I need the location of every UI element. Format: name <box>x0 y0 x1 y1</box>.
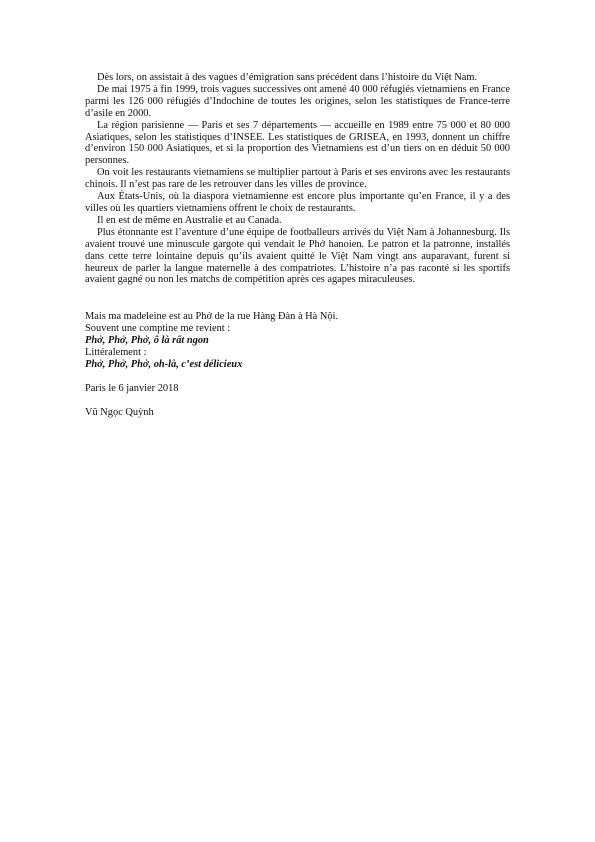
closing-block <box>85 311 510 418</box>
paragraph-united-states: Aux États-Unis, où la diaspora vietnamienne est encore plus importante qu’en France, il y a des villes où les quartiers vietnamiens offrent le choix de restaurants. <box>85 191 510 214</box>
document-page <box>85 72 510 419</box>
place-date: Paris le 6 janvier 2018 <box>85 382 179 394</box>
paragraph-refugees-france: De mai 1975 à fin 1999, trois vagues successives ont amené 40 000 réfugiés vietnamiens en France parmi les 126 000 réfugiés d’Indochine de toutes les origines, selon les statistiques de France-terre d’asile en 2000. <box>85 83 510 119</box>
madeleine-line: Mais ma madeleine est au Phở de la rue Hàng Đàn à Hà Nội. <box>85 311 339 323</box>
paragraph-johannesburg: Plus étonnante est l’aventure d’une équipe de footballeurs arrivés du Việt Nam à Johannesburg. Ils avaient trouvé une minuscule gargote qui vendait le Phở hanoien. Le patron et la patronne, installés dans cette terre lointaine depuis qu’ils avaient quitté le Việt Nam vingt ans auparavant, furent si heureux de parler la langue maternelle à des compatriotes. L’histoire n’a pas raconté si les sportifs avaient gagné ou non les matchs de compétition après ces agapes miraculeuses. <box>85 226 510 286</box>
author-signature: Vũ Ngọc Quỳnh <box>85 406 154 418</box>
comptine-intro: Souvent une comptine me revient : <box>85 323 231 335</box>
paragraph-emigration: Dès lors, on assistait à des vagues d’émigration sans précédent dans l’histoire du Việt Nam. <box>97 72 478 83</box>
paragraph-paris-region: La région parisienne — Paris et ses 7 départements — accueille en 1989 entre 75 000 et 80 000 Asiatiques, selon les statistiques d’INSEE. Les statistiques de GRISEA, en 1993, donnent un chiffre d’environ 150 000 Asiatiques, et si la proportion des Vietnamiens est d’un tiers on en déduit 50 000 personnes. <box>85 119 510 167</box>
comptine-french: Phở, Phở, Phở, oh-là, c’est délicieux <box>85 358 243 370</box>
paragraph-restaurants-paris: On voit les restaurants vietnamiens se multiplier partout à Paris et ses environs avec les restaurants chinois. Il n’est pas rare de les retrouver dans les villes de province. <box>85 167 510 191</box>
comptine-vietnamese: Phở, Phở, Phở, ô là rất ngon <box>85 335 209 347</box>
paragraph-australia-canada: Il en est de même en Australie et au Canada. <box>97 214 282 226</box>
literal-intro: Littéralement : <box>85 347 147 359</box>
